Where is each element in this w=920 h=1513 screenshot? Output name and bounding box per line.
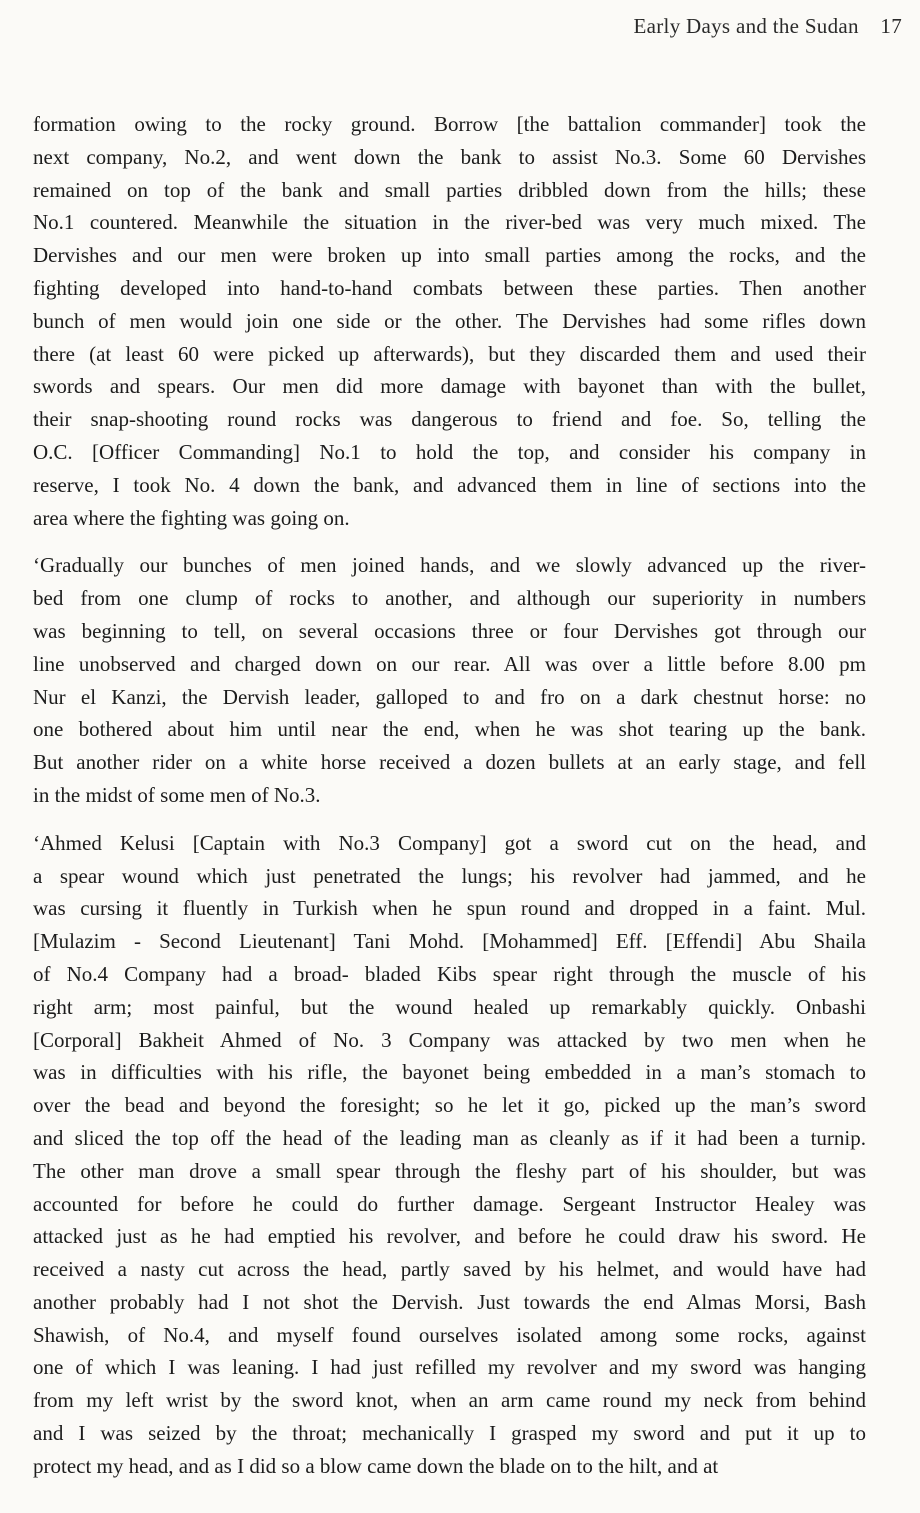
text-line: another probably had I not shot the Dervish. Just towards the end Almas Morsi, Bash: [33, 1289, 866, 1314]
text-line: attacked just as he had emptied his revolver, and before he could draw his sword. He: [33, 1224, 866, 1249]
paragraph: [33, 549, 866, 811]
text-line: ‘Gradually our bunches of men joined hands, and we slowly advanced up the river-: [33, 553, 866, 578]
text-line: was cursing it fluently in Turkish when he spun round and dropped in a faint. Mul.: [33, 896, 866, 921]
text-line: ‘Ahmed Kelusi [Captain with No.3 Company] got a sword cut on the head, and: [33, 830, 866, 855]
text-line: from my left wrist by the sword knot, when an arm came round my neck from behind: [33, 1388, 866, 1413]
page-number: 17: [880, 14, 902, 38]
text-line: bunch of men would join one side or the other. The Dervishes had some rifles down: [33, 308, 866, 333]
text-line: over the bead and beyond the foresight; so he let it go, picked up the man’s sword: [33, 1093, 866, 1118]
text-line: fighting developed into hand-to-hand combats between these parties. Then another: [33, 275, 866, 300]
paragraph: [33, 108, 866, 534]
text-line: in the midst of some men of No.3.: [33, 782, 321, 807]
text-line: one bothered about him until near the end, when he was shot tearing up the bank.: [33, 717, 866, 742]
running-head: [634, 14, 902, 39]
text-line: received a nasty cut across the head, partly saved by his helmet, and would have had: [33, 1257, 866, 1282]
paragraph: [33, 827, 866, 1483]
text-line: and I was seized by the throat; mechanically I grasped my sword and put it up to: [33, 1421, 866, 1446]
running-head-title: Early Days and the Sudan: [633, 14, 859, 38]
text-line: one of which I was leaning. I had just refilled my revolver and my sword was hanging: [33, 1355, 866, 1380]
text-line: was in difficulties with his rifle, the bayonet being embedded in a man’s stomach to: [33, 1060, 866, 1085]
text-line: Dervishes and our men were broken up into small parties among the rocks, and the: [33, 243, 866, 268]
text-line: was beginning to tell, on several occasions three or four Dervishes got through our: [33, 618, 866, 643]
text-line: and sliced the top off the head of the leading man as cleanly as if it had been a turnip.: [33, 1125, 866, 1150]
text-line: right arm; most painful, but the wound healed up remarkably quickly. Onbashi: [33, 994, 866, 1019]
text-line: Shawish, of No.4, and myself found ourselves isolated among some rocks, against: [33, 1322, 866, 1347]
text-line: line unobserved and charged down on our rear. All was over a little before 8.00 pm: [33, 651, 866, 676]
text-line: O.C. [Officer Commanding] No.1 to hold the top, and consider his company in: [33, 439, 866, 464]
text-line: protect my head, and as I did so a blow came down the blade on to the hilt, and at: [33, 1453, 719, 1478]
text-line: [Corporal] Bakheit Ahmed of No. 3 Company was attacked by two men when he: [33, 1027, 866, 1052]
text-line: But another rider on a white horse received a dozen bullets at an early stage, and fell: [33, 750, 866, 775]
text-line: [Mulazim - Second Lieutenant] Tani Mohd. [Mohammed] Eff. [Effendi] Abu Shaila: [33, 929, 866, 954]
text-line: there (at least 60 were picked up afterwards), but they discarded them and used their: [33, 341, 866, 366]
text-line: Nur el Kanzi, the Dervish leader, galloped to and fro on a dark chestnut horse: no: [33, 684, 866, 709]
text-line: swords and spears. Our men did more damage with bayonet than with the bullet,: [33, 374, 866, 399]
text-line: accounted for before he could do further damage. Sergeant Instructor Healey was: [33, 1191, 866, 1216]
text-line: No.1 countered. Meanwhile the situation in the river-bed was very much mixed. The: [33, 210, 866, 235]
body-text: [33, 108, 866, 1483]
text-line: of No.4 Company had a broad- bladed Kibs spear right through the muscle of his: [33, 961, 866, 986]
text-line: bed from one clump of rocks to another, and although our superiority in numbers: [33, 586, 866, 611]
text-line: area where the fighting was going on.: [33, 505, 350, 530]
text-line: next company, No.2, and went down the bank to assist No.3. Some 60 Dervishes: [33, 144, 866, 169]
text-line: remained on top of the bank and small parties dribbled down from the hills; these: [33, 177, 866, 202]
text-line: formation owing to the rocky ground. Borrow [the battalion commander] took the: [33, 112, 866, 136]
text-line: their snap-shooting round rocks was dangerous to friend and foe. So, telling the: [33, 407, 866, 432]
text-line: reserve, I took No. 4 down the bank, and advanced them in line of sections into the: [33, 472, 866, 497]
text-line: The other man drove a small spear through the fleshy part of his shoulder, but was: [33, 1158, 866, 1183]
text-line: a spear wound which just penetrated the lungs; his revolver had jammed, and he: [33, 863, 866, 888]
